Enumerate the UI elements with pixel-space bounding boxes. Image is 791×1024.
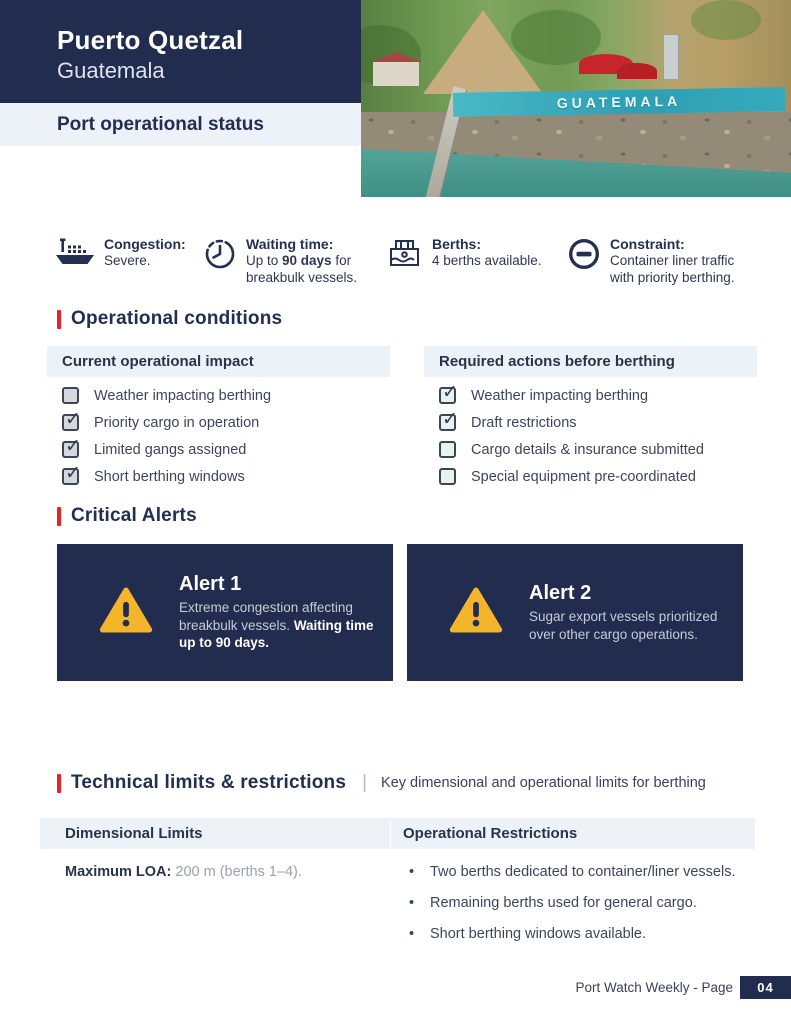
section-title: Critical Alerts — [71, 505, 197, 526]
alert-title: Alert 1 — [179, 573, 242, 596]
photo-thatched-roof — [423, 10, 543, 94]
alert-card-2 — [407, 544, 743, 681]
key-stats-row — [55, 236, 765, 302]
berth-dock-icon — [387, 237, 423, 269]
stat-value: with priority berthing. — [610, 269, 735, 285]
alert-card-1 — [57, 544, 393, 681]
max-loa-row — [65, 864, 302, 880]
checkbox — [62, 414, 79, 431]
dimensional-limits-header: Dimensional Limits — [40, 818, 390, 849]
operational-restrictions-header: Operational Restrictions — [391, 818, 755, 849]
alert-title: Alert 2 — [529, 581, 592, 604]
checkbox — [439, 441, 456, 458]
checklist-item: Weather impacting berthing — [47, 387, 390, 404]
stat-title: Constraint: — [610, 236, 685, 252]
section-subtitle: Key dimensional and operational limits for berthing — [381, 775, 706, 791]
clock-icon — [203, 237, 237, 271]
column-header: Required actions before berthing — [424, 346, 757, 377]
alert-cards — [57, 544, 743, 681]
restrictions-list — [407, 864, 735, 957]
required-actions-column — [424, 346, 757, 485]
photo-tree-blob — [691, 0, 761, 40]
stat-title: Congestion: — [104, 236, 186, 252]
title-separator: | — [362, 772, 368, 793]
list-item: • Short berthing windows available. — [407, 926, 735, 942]
page-footer — [0, 976, 791, 999]
stat-value: Severe. — [104, 253, 151, 269]
checklist-item: ✓ Priority cargo in operation — [47, 414, 390, 431]
checklist-item: ✓ Draft restrictions — [424, 414, 757, 431]
section-operational-conditions — [57, 308, 282, 330]
photo-umbrella — [617, 63, 657, 79]
port-name: Puerto Quetzal — [57, 25, 244, 55]
country-name: Guatemala — [57, 58, 165, 83]
stat-constraint — [567, 236, 735, 286]
port-photo — [361, 0, 791, 197]
stat-title: Berths: — [432, 236, 482, 252]
checklist-item: ✓ Limited gangs assigned — [47, 441, 390, 458]
column-header: Current operational impact — [47, 346, 390, 377]
max-loa-label: Maximum LOA: — [65, 864, 172, 880]
checklist-item: ✓ Weather impacting berthing — [424, 387, 757, 404]
section-critical-alerts — [57, 505, 197, 527]
checkbox — [439, 387, 456, 404]
red-accent-bar — [57, 774, 61, 793]
stat-waiting-time — [203, 236, 357, 286]
checkbox — [62, 441, 79, 458]
stat-congestion — [55, 236, 186, 270]
warning-triangle-icon — [99, 586, 153, 639]
section-title: Operational conditions — [71, 308, 283, 329]
max-loa-value: 200 m (berths 1–4). — [175, 864, 302, 880]
checkbox — [62, 387, 79, 404]
banner-text: GUATEMALA — [556, 92, 682, 112]
warning-triangle-icon — [449, 586, 503, 639]
checklist-item: ✓ Short berthing windows — [47, 468, 390, 485]
section-technical-limits — [57, 772, 706, 794]
red-accent-bar — [57, 507, 61, 526]
stat-value: breakbulk vessels. — [246, 269, 358, 285]
stat-title: Waiting time: — [246, 236, 334, 252]
page-number-badge: 04 — [740, 976, 791, 999]
footer-label: Port Watch Weekly - Page — [575, 980, 733, 995]
list-item: • Remaining berths used for general cargo. — [407, 895, 735, 911]
stat-berths — [387, 236, 542, 270]
checkbox — [439, 414, 456, 431]
current-impact-column — [47, 346, 390, 485]
checklist-item: Cargo details & insurance submitted — [424, 441, 757, 458]
alert-body: Sugar export vessels prioritized over other cargo operations. — [529, 608, 718, 642]
alert-body: Extreme congestion affecting breakbulk vessels. Waiting time up to 90 days. — [179, 600, 374, 651]
ship-icon — [55, 237, 95, 267]
checkbox — [62, 468, 79, 485]
stat-value: Container liner traffic — [610, 253, 735, 269]
red-accent-bar — [57, 310, 61, 329]
photo-tower — [663, 34, 679, 80]
photo-building — [373, 62, 419, 86]
page-header — [0, 0, 361, 103]
checklist-item: Special equipment pre-coordinated — [424, 468, 757, 485]
status-banner — [0, 103, 361, 146]
status-banner-label: Port operational status — [57, 113, 264, 135]
no-entry-icon — [567, 237, 601, 271]
checkbox — [439, 468, 456, 485]
section-title: Technical limits & restrictions — [71, 772, 347, 793]
list-item: • Two berths dedicated to container/liner vessels. — [407, 864, 735, 880]
stat-value: Up to 90 days for — [246, 253, 352, 269]
stat-value: 4 berths available. — [432, 253, 542, 269]
